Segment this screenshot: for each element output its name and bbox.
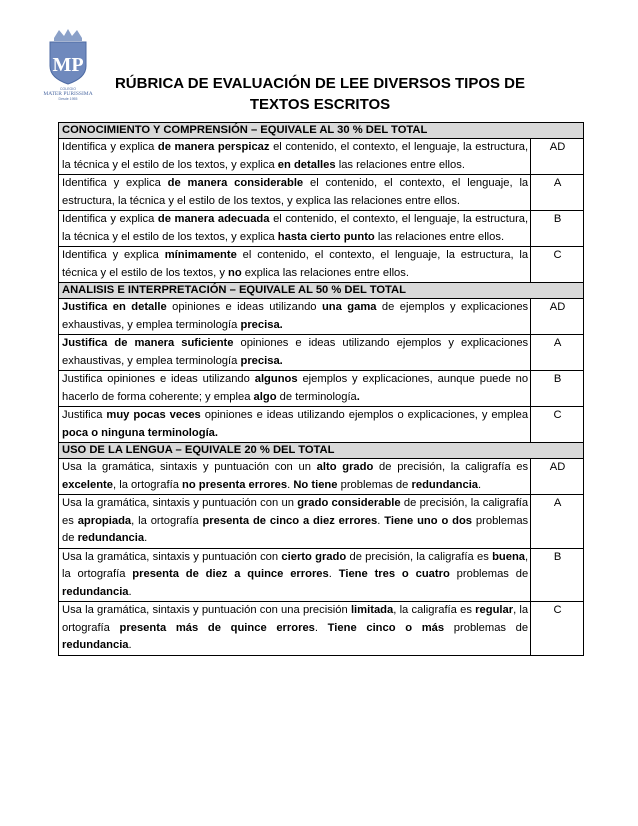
- emphasis-text: poca o ninguna terminología.: [62, 426, 219, 439]
- table-row: [59, 247, 584, 283]
- achievement-level: AD: [531, 139, 584, 175]
- section-heading: ANALISIS E INTERPRETACIÓN – EQUIVALE AL 50 % DEL TOTAL: [59, 283, 584, 299]
- achievement-level: B: [531, 548, 584, 602]
- description-text: , la ortografía: [62, 604, 529, 634]
- description-text: el contenido, el contexto, el lenguaje, la estructura, la técnica y el estilo de los textos, y explica las relaciones entre ellos.: [62, 177, 529, 207]
- emphasis-text: redundancia: [77, 532, 145, 544]
- emphasis-text: Tiene uno o dos: [384, 514, 473, 527]
- emphasis-text: de manera adecuada: [157, 213, 270, 225]
- description-text: .: [287, 478, 294, 491]
- description-text: Identifica y explica: [62, 213, 158, 225]
- school-crest-icon: [34, 28, 102, 104]
- description-text: .: [144, 532, 148, 544]
- emphasis-text: algo: [253, 390, 277, 403]
- description-text: Usa la gramática, sintaxis y puntuación con: [62, 550, 282, 563]
- emphasis-text: precisa.: [240, 354, 283, 367]
- description-text: de precisión, la caligrafía es: [62, 497, 529, 527]
- criterion-description: [59, 495, 531, 549]
- description-text: Identifica y explica: [62, 177, 168, 189]
- table-row: [59, 548, 584, 602]
- description-text: de ejemplos y explicaciones exhaustivas, y emplea terminología: [62, 301, 529, 331]
- criterion-description: [59, 299, 531, 335]
- title-line-2: TEXTOS ESCRITOS: [249, 96, 391, 113]
- description-text: de precisión, la caligrafía es: [346, 550, 493, 563]
- table-row: [59, 139, 584, 175]
- description-text: .: [128, 585, 132, 598]
- achievement-level: C: [531, 602, 584, 656]
- emphasis-text: hasta cierto punto: [277, 230, 375, 243]
- description-text: problemas de: [62, 514, 529, 544]
- description-text: .: [128, 639, 132, 651]
- achievement-level: A: [531, 495, 584, 549]
- logo-initials: MP: [52, 54, 84, 76]
- description-text: , la ortografía: [62, 550, 529, 580]
- criterion-description: [59, 548, 531, 602]
- description-text: Identifica y explica: [62, 249, 165, 261]
- description-text: el contenido, el contexto, el lenguaje, la estructura, la técnica y el estilo de los textos, y explica: [62, 141, 529, 171]
- emphasis-text: No tiene: [293, 478, 338, 491]
- description-text: el contenido, el contexto, el lenguaje, la estructura, la técnica y el estilo de los textos, y: [62, 249, 529, 279]
- description-text: Usa la gramática, sintaxis y puntuación con un: [62, 461, 317, 473]
- description-text: de terminología: [276, 390, 357, 403]
- description-text: .: [478, 478, 482, 491]
- criterion-description: [59, 211, 531, 247]
- achievement-level: C: [531, 407, 584, 443]
- description-text: opiniones e ideas utilizando ejemplos o explicaciones, y emplea: [200, 409, 529, 421]
- achievement-level: C: [531, 247, 584, 283]
- table-row: [59, 495, 584, 549]
- achievement-level: A: [531, 175, 584, 211]
- description-text: ejemplos y explicaciones, aunque puede no hacerlo de forma coherente; y emplea: [62, 373, 529, 403]
- description-text: opiniones e ideas utilizando: [166, 301, 322, 313]
- emphasis-text: alto grado: [316, 461, 374, 473]
- criterion-description: [59, 459, 531, 495]
- emphasis-text: Justifica en detalle: [62, 301, 167, 313]
- emphasis-text: grado considerable: [297, 497, 401, 509]
- description-text: Identifica y explica: [62, 141, 158, 153]
- description-text: , la ortografía: [113, 478, 183, 491]
- logo-school-top: COLEGIO: [60, 87, 76, 91]
- description-text: problemas de: [337, 478, 412, 491]
- emphasis-text: no presenta errores: [182, 478, 288, 491]
- emphasis-text: limitada: [350, 604, 394, 616]
- table-row: [59, 299, 584, 335]
- section-header-row: [59, 283, 584, 299]
- description-text: .: [314, 621, 328, 634]
- section-heading: USO DE LA LENGUA – EQUIVALE 20 % DEL TOTAL: [59, 443, 584, 459]
- achievement-level: AD: [531, 459, 584, 495]
- emphasis-text: algunos: [254, 373, 298, 385]
- criterion-description: [59, 175, 531, 211]
- emphasis-text: de manera perspicaz: [157, 141, 270, 153]
- logo-school-name: MATER PURISSIMA: [43, 91, 93, 97]
- criterion-description: [59, 602, 531, 656]
- emphasis-text: redundancia: [62, 585, 129, 598]
- description-text: opiniones e ideas utilizando ejemplos y explicaciones exhaustivas, y emplea terminología: [62, 337, 529, 367]
- emphasis-text: no: [228, 266, 242, 279]
- document-title: [110, 73, 530, 115]
- table-row: [59, 371, 584, 407]
- description-text: Justifica opiniones e ideas utilizando: [62, 373, 255, 385]
- description-text: explica las relaciones entre ellos.: [241, 266, 409, 279]
- achievement-level: AD: [531, 299, 584, 335]
- description-text: Usa la gramática, sintaxis y puntuación con un: [62, 497, 298, 509]
- table-row: [59, 175, 584, 211]
- emphasis-text: en detalles: [277, 158, 336, 171]
- emphasis-text: .: [356, 390, 360, 403]
- rubric-table: [58, 122, 584, 656]
- criterion-description: [59, 407, 531, 443]
- emphasis-text: presenta de diez a quince errores: [132, 568, 329, 580]
- criterion-description: [59, 371, 531, 407]
- emphasis-text: regular: [475, 604, 514, 616]
- emphasis-text: de manera considerable: [167, 177, 304, 189]
- emphasis-text: Justifica de manera suficiente: [62, 337, 234, 349]
- description-text: Usa la gramática, sintaxis y puntuación con una precisión: [62, 604, 351, 616]
- emphasis-text: precisa.: [240, 318, 283, 331]
- emphasis-text: Tiene cinco o más: [327, 621, 445, 634]
- description-text: , la ortografía: [131, 514, 203, 527]
- table-row: [59, 602, 584, 656]
- emphasis-text: una gama: [321, 301, 377, 313]
- emphasis-text: excelente: [62, 478, 113, 491]
- table-row: [59, 459, 584, 495]
- emphasis-text: muy pocas veces: [106, 409, 201, 421]
- description-text: Justifica: [62, 409, 107, 421]
- description-text: problemas de: [449, 568, 529, 580]
- logo-since: Desde 1955: [58, 97, 78, 101]
- achievement-level: A: [531, 335, 584, 371]
- table-row: [59, 335, 584, 371]
- description-text: .: [377, 514, 385, 527]
- emphasis-text: apropiada: [77, 514, 132, 527]
- description-text: .: [328, 568, 339, 580]
- school-logo: [34, 28, 102, 104]
- description-text: el contenido, el contexto, el lenguaje, la estructura, la técnica y el estilo de los textos, y explica: [62, 213, 529, 243]
- emphasis-text: cierto grado: [281, 550, 347, 563]
- section-header-row: [59, 443, 584, 459]
- table-row: [59, 407, 584, 443]
- description-text: las relaciones entre ellos.: [374, 230, 505, 243]
- emphasis-text: presenta más de quince errores: [119, 621, 315, 634]
- emphasis-text: buena: [492, 550, 526, 563]
- section-header-row: [59, 123, 584, 139]
- emphasis-text: presenta de cinco a diez errores: [202, 514, 378, 527]
- criterion-description: [59, 335, 531, 371]
- description-text: problemas de: [444, 621, 529, 634]
- description-text: de precisión, la caligrafía es: [373, 461, 529, 473]
- description-text: las relaciones entre ellos.: [335, 158, 465, 171]
- emphasis-text: Tiene tres o cuatro: [338, 568, 450, 580]
- section-heading: CONOCIMIENTO Y COMPRENSIÓN – EQUIVALE AL 30 % DEL TOTAL: [59, 123, 584, 139]
- table-row: [59, 211, 584, 247]
- emphasis-text: mínimamente: [164, 249, 237, 261]
- emphasis-text: redundancia: [62, 639, 129, 651]
- achievement-level: B: [531, 211, 584, 247]
- achievement-level: B: [531, 371, 584, 407]
- criterion-description: [59, 247, 531, 283]
- title-line-1: RÚBRICA DE EVALUACIÓN DE LEE DIVERSOS TIPOS DE: [114, 75, 526, 92]
- description-text: , la caligrafía es: [393, 604, 476, 616]
- emphasis-text: redundancia: [411, 478, 479, 491]
- criterion-description: [59, 139, 531, 175]
